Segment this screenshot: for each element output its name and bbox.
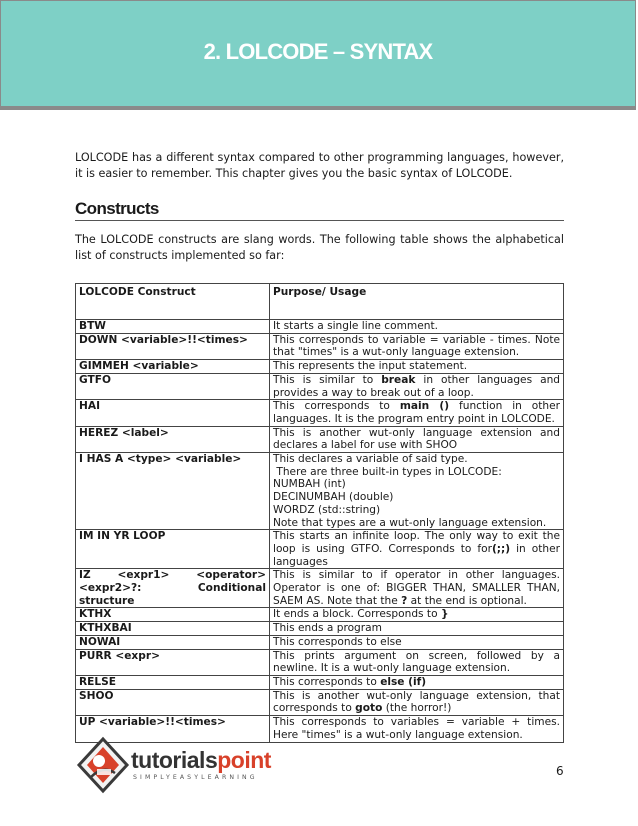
construct-cell: BTW xyxy=(76,320,270,334)
tutorialspoint-logo[interactable] xyxy=(75,735,275,795)
table-row xyxy=(76,360,564,374)
usage-cell: It ends a block. Corresponds to } xyxy=(270,608,564,622)
construct-cell: KTHX xyxy=(76,608,270,622)
table-row xyxy=(76,453,564,530)
constructs-table xyxy=(75,283,564,743)
chapter-title: 2. LOLCODE – SYNTAX xyxy=(203,39,433,64)
table-row xyxy=(76,400,564,426)
construct-cell: SHOO xyxy=(76,689,270,715)
usage-cell: This represents the input statement. xyxy=(270,360,564,374)
usage-cell: This corresponds to main () function in other languages. It is the program entry point in LOLCODE. xyxy=(270,400,564,426)
section-heading-constructs: Constructs xyxy=(75,199,564,221)
construct-cell: IM IN YR LOOP xyxy=(76,530,270,569)
construct-cell: GTFO xyxy=(76,373,270,399)
column-header-usage: Purpose/ Usage xyxy=(270,284,564,320)
construct-cell: UP <variable>!!<times> xyxy=(76,716,270,742)
construct-cell: I HAS A <type> <variable> xyxy=(76,453,270,530)
table-row xyxy=(76,530,564,569)
usage-cell: This corresponds to else (if) xyxy=(270,675,564,689)
usage-cell: This is another wut-only language extension and declares a label for use with SHOO xyxy=(270,426,564,452)
table-row xyxy=(76,608,564,622)
logo-wordmark: tutorialspoint xyxy=(131,747,271,773)
table-row xyxy=(76,675,564,689)
table-row xyxy=(76,622,564,636)
page-number: 6 xyxy=(556,764,564,778)
usage-cell: This starts an infinite loop. The only way to exit the loop is using GTFO. Corresponds to for(;;) in other languages xyxy=(270,530,564,569)
chapter-banner xyxy=(0,0,636,110)
usage-cell: This is similar to if operator in other languages. Operator is one of: BIGGER THAN, SMALLER THAN, SAEM AS. Note that the ? at the end is optional. xyxy=(270,569,564,608)
table-row xyxy=(76,373,564,399)
table-row xyxy=(76,689,564,715)
construct-cell: HEREZ <label> xyxy=(76,426,270,452)
construct-cell: PURR <expr> xyxy=(76,649,270,675)
construct-cell: GIMMEH <variable> xyxy=(76,360,270,374)
construct-cell: HAI xyxy=(76,400,270,426)
column-header-construct: LOLCODE Construct xyxy=(76,284,270,320)
table-header-row xyxy=(76,284,564,320)
construct-cell: IZ <expr1> <operator> <expr2>?: Conditional structure xyxy=(76,569,270,608)
logo-emblem-icon xyxy=(75,735,131,795)
construct-cell: NOWAI xyxy=(76,635,270,649)
table-row xyxy=(76,649,564,675)
table-row xyxy=(76,635,564,649)
usage-cell: It starts a single line comment. xyxy=(270,320,564,334)
usage-cell: This corresponds to variable = variable - times. Note that "times" is a wut-only language extension. xyxy=(270,333,564,359)
construct-cell: RELSE xyxy=(76,675,270,689)
usage-cell: This declares a variable of said type. There are three built-in types in LOLCODE: NUMBAH (int) DECINUMBAH (double) WORDZ (std::string) Note that types are a wut-only language extension. xyxy=(270,453,564,530)
usage-cell: This corresponds to variables = variable + times. Here "times" is a wut-only language extension. xyxy=(270,716,564,742)
usage-cell: This prints argument on screen, followed by a newline. It is a wut-only language extension. xyxy=(270,649,564,675)
construct-cell: DOWN <variable>!!<times> xyxy=(76,333,270,359)
logo-tagline: SIMPLYEASYLEARNING xyxy=(133,774,258,781)
usage-cell: This corresponds to else xyxy=(270,635,564,649)
usage-cell: This is similar to break in other languages and provides a way to break out of a loop. xyxy=(270,373,564,399)
table-row xyxy=(76,426,564,452)
table-row xyxy=(76,320,564,334)
constructs-intro-paragraph: The LOLCODE constructs are slang words. The following table shows the alphabetical list of constructs implemented so far: xyxy=(75,233,564,262)
intro-paragraph: LOLCODE has a different syntax compared to other programming languages, however, it is easier to remember. This chapter gives you the basic syntax of LOLCODE. xyxy=(75,151,564,180)
table-row xyxy=(76,333,564,359)
construct-cell: KTHXBAI xyxy=(76,622,270,636)
usage-cell: This ends a program xyxy=(270,622,564,636)
table-row xyxy=(76,569,564,608)
usage-cell: This is another wut-only language extension, that corresponds to goto (the horror!) xyxy=(270,689,564,715)
